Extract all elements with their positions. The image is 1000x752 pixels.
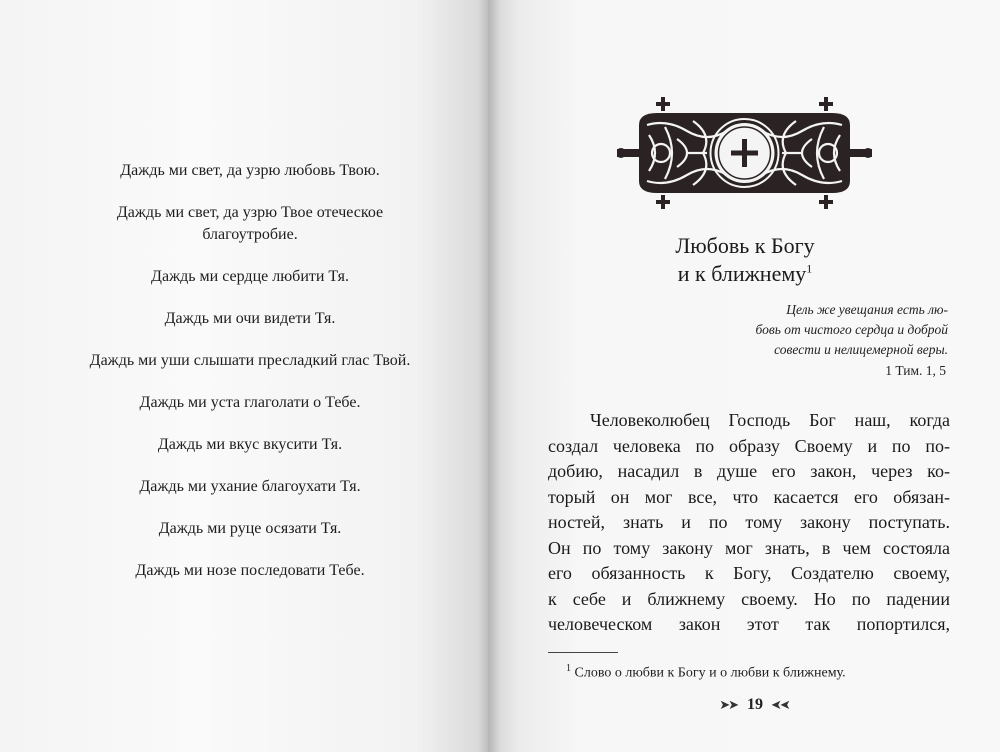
footnote [566,660,956,683]
chapter-title-line1: Любовь к Богу [675,233,815,258]
prayer-line-9: Даждь ми руце осязати Тя. [158,520,342,537]
prayer-line-7: Даждь ми вкус вкусити Тя. [157,436,343,453]
left-page [0,0,488,752]
body-line-5: ностей, знать и по тому закону поступать. [548,512,950,532]
prayer-line-10: Даждь ми нозе последовати Тебе. [135,562,365,579]
footnote-text: Слово о любви к Богу и о любви к ближнему. [574,665,846,681]
body-line-3: добию, насадил в душе его закон, через ко- [548,461,950,481]
arrow-left-ornament-icon: ➤➤ [773,697,791,712]
prayer-line-6: Даждь ми уста глаголати о Тебе. [139,394,361,411]
body-line-6: Он по тому закону мог знать, в чем состояла [548,537,950,558]
body-line-4: торый он мог все, что касается его обязан- [548,486,950,507]
prayer-line-2b: благоутробие. [202,226,298,243]
chapter-title-line2: и к ближнему [677,261,807,286]
prayer-line-3: Даждь ми сердце любити Тя. [151,268,349,285]
prayer-line-4: Даждь ми очи видети Тя. [164,310,336,327]
page-number: 19 [747,696,763,713]
chapter-title [600,232,890,288]
body-line-9: человеческом закон этот так попортился, [548,614,950,634]
prayer-line-5: Даждь ми уши слышати пресладкий глас Твой. [89,352,411,369]
epigraph-line-1: Цель же увещания есть лю- [786,302,948,317]
body-line-2: создал человека по образу Своему и по по- [548,435,950,456]
epigraph-line-2: бовь от чистого сердца и доброй [755,322,948,337]
body-text [548,408,950,638]
body-line-1: Человеколюбец Господь Бог наш, когда [590,410,950,430]
prayer-line-2 [40,202,460,246]
celtic-knot-cross-ornament-icon [617,95,872,211]
body-line-8: к себе и ближнему своему. Но по падении [548,588,950,609]
epigraph [568,300,948,360]
book-spine-shadow [478,0,500,752]
prayer-list [40,160,460,602]
page-number-row [700,694,810,716]
arrow-right-ornament-icon: ➤➤ [719,697,737,712]
title-footnote-mark: 1 [806,261,813,276]
footnote-divider [548,652,618,653]
prayer-line-2a: Даждь ми свет, да узрю Твое отеческое [116,204,384,221]
footnote-mark: 1 [566,663,571,674]
body-line-7: его обязанность к Богу, Создателю своему, [548,563,950,583]
epigraph-line-3: совести и нелицемерной веры. [774,342,948,357]
epigraph-reference: 1 Тим. 1, 5 [885,363,946,378]
prayer-line-8: Даждь ми ухание благоухати Тя. [139,478,361,495]
prayer-line-1: Даждь ми свет, да узрю любовь Твою. [120,162,380,179]
